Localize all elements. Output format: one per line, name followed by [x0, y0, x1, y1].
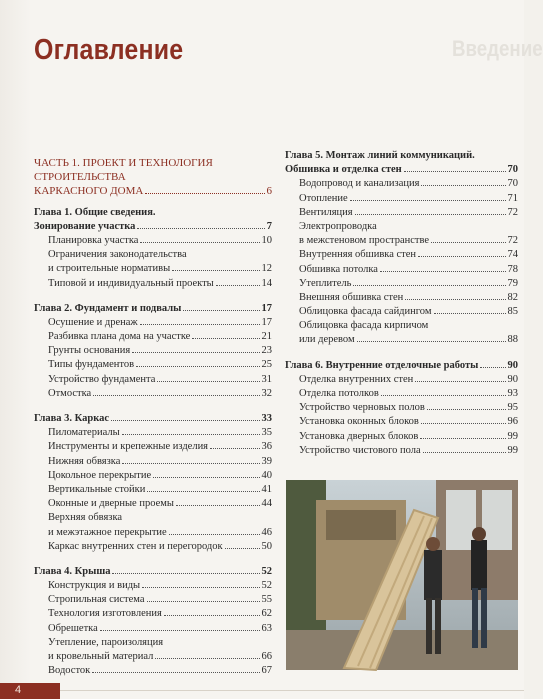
toc-entry-title: Обшивка и отделка стен	[285, 164, 402, 176]
toc-dot-leader	[183, 309, 259, 311]
toc-dot-leader	[132, 351, 259, 353]
toc-dot-leader	[164, 614, 260, 616]
toc-dot-leader	[421, 422, 506, 424]
toc-section-entry	[285, 401, 518, 415]
toc-page-number: 23	[261, 345, 272, 357]
toc-page-number: 46	[261, 526, 272, 538]
toc-entry-title: Отделка внутренних стен	[299, 373, 414, 385]
toc-dot-leader	[216, 284, 260, 286]
toc-spacer	[285, 348, 518, 359]
toc-entry-title: Устройство фундамента	[48, 373, 156, 385]
toc-dot-leader	[145, 192, 264, 194]
toc-section-entry	[285, 319, 518, 333]
toc-entry-title: Глава 6. Внутренние отделочные работы	[285, 359, 479, 371]
toc-entry-title: Глава 2. Фундамент и подвалы	[34, 302, 182, 314]
toc-section-entry	[34, 526, 272, 540]
toc-section-entry	[34, 622, 272, 636]
toc-page-number: 90	[507, 359, 518, 371]
toc-section-entry	[34, 426, 272, 440]
toc-page-number: 82	[507, 291, 518, 303]
toc-spacer	[34, 199, 272, 206]
toc-entry-title: Утеплитель	[299, 277, 352, 289]
toc-section-entry	[34, 650, 272, 664]
construction-photo	[286, 480, 518, 670]
page-number-area	[0, 683, 524, 699]
toc-section-entry	[285, 387, 518, 401]
toc-dot-leader	[404, 170, 506, 172]
toc-chapter-entry	[285, 149, 518, 163]
toc-section-entry	[34, 234, 272, 248]
toc-section-entry	[34, 330, 272, 344]
toc-page-number: 85	[507, 306, 518, 318]
toc-page-number: 70	[507, 164, 518, 176]
toc-section-entry	[285, 192, 518, 206]
toc-entry-title: СТРОИТЕЛЬСТВА	[34, 171, 126, 184]
toc-dot-leader	[136, 365, 259, 367]
page-number: 4	[15, 684, 22, 696]
toc-dot-leader	[172, 269, 259, 271]
toc-section-entry	[285, 430, 518, 444]
toc-page-number: 66	[261, 651, 272, 662]
toc-chapter-entry	[285, 359, 518, 373]
toc-page-number: 17	[261, 316, 272, 328]
toc-dot-leader	[176, 504, 260, 506]
wall-framing-illustration	[286, 480, 518, 670]
toc-entry-title: Технология изготовления	[48, 608, 162, 620]
toc-section-entry	[34, 540, 272, 554]
toc-dot-leader	[147, 490, 259, 492]
toc-dot-leader	[111, 419, 259, 421]
toc-entry-title: Планировка участка	[48, 234, 139, 246]
toc-dot-leader	[112, 572, 259, 574]
toc-entry-title: и кровельный материал	[48, 651, 154, 662]
toc-section-entry	[285, 277, 518, 291]
toc-page-number: 14	[261, 277, 272, 289]
toc-entry-title: Обрешетка	[48, 622, 98, 634]
toc-column-left	[34, 156, 272, 678]
toc-dot-leader	[431, 241, 505, 243]
toc-dot-leader	[350, 199, 506, 201]
toc-entry-title: Внутренняя обшивка стен	[299, 249, 417, 261]
toc-chapter-entry	[34, 565, 272, 579]
toc-dot-leader	[421, 184, 505, 186]
toc-entry-title: Водопровод и канализация	[299, 178, 420, 190]
toc-section-entry	[285, 177, 518, 191]
page-title: Оглавление	[34, 34, 184, 66]
toc-entry-title: Утепление, пароизоляция	[48, 636, 164, 648]
toc-page-number: 67	[261, 665, 272, 677]
toc-section-entry	[285, 333, 518, 347]
toc-page-number: 44	[261, 498, 272, 510]
toc-chapter-entry	[285, 163, 518, 177]
toc-dot-leader	[210, 447, 259, 449]
toc-page-number: 6	[266, 185, 272, 198]
toc-section-entry	[34, 483, 272, 497]
toc-chapter-entry	[34, 206, 272, 220]
toc-section-entry	[34, 248, 272, 262]
toc-chapter-entry	[34, 412, 272, 426]
toc-page-number: 25	[261, 359, 272, 371]
toc-section-entry	[34, 511, 272, 525]
toc-entry-title: Осушение и дренаж	[48, 316, 138, 328]
toc-section-entry	[285, 291, 518, 305]
toc-page-number: 35	[261, 427, 272, 439]
toc-entry-title: Ограничения законодательства	[48, 249, 187, 261]
toc-entry-title: Отопление	[299, 192, 348, 204]
toc-entry-title: Внешняя обшивка стен	[299, 291, 404, 303]
toc-section-entry	[34, 469, 272, 483]
toc-spacer	[34, 401, 272, 412]
toc-section-entry	[285, 305, 518, 319]
toc-dot-leader	[147, 600, 260, 602]
toc-entry-title: ЧАСТЬ 1. ПРОЕКТ И ТЕХНОЛОГИЯ	[34, 157, 213, 169]
toc-dot-leader	[427, 408, 506, 410]
toc-section-entry	[34, 387, 272, 401]
toc-entry-title: Пиломатериалы	[48, 427, 120, 439]
toc-section-entry	[34, 593, 272, 607]
toc-page-number: 78	[507, 263, 518, 275]
toc-dot-leader	[423, 451, 506, 453]
toc-entry-title: Верхняя обвязка	[48, 512, 123, 524]
toc-page-number: 12	[261, 263, 272, 275]
toc-section-entry	[285, 373, 518, 387]
toc-part-entry	[34, 170, 272, 184]
toc-dot-leader	[355, 213, 506, 215]
toc-entry-title: Электропроводка	[299, 220, 377, 232]
toc-dot-leader	[140, 241, 259, 243]
toc-section-entry	[34, 607, 272, 621]
toc-spacer	[34, 554, 272, 565]
toc-page-number: 55	[261, 594, 272, 606]
toc-dot-leader	[434, 312, 506, 314]
toc-entry-title: Грунты основания	[48, 345, 131, 357]
toc-entry-title: и межэтажное перекрытие	[48, 526, 167, 538]
toc-page-number: 32	[261, 387, 272, 399]
toc-section-entry	[285, 234, 518, 248]
toc-page-number: 96	[507, 416, 518, 428]
toc-section-entry	[34, 358, 272, 372]
toc-section-entry	[34, 316, 272, 330]
toc-section-entry	[285, 248, 518, 262]
toc-section-entry	[285, 206, 518, 220]
toc-entry-title: Облицовка фасада кирпичом	[299, 320, 429, 332]
toc-page-number: 39	[261, 455, 272, 467]
toc-entry-title: Вертикальные стойки	[48, 483, 146, 495]
toc-dot-leader	[169, 533, 260, 535]
toc-dot-leader	[192, 337, 259, 339]
toc-dot-leader	[380, 270, 506, 272]
toc-section-entry	[285, 263, 518, 277]
toc-dot-leader	[157, 380, 259, 382]
toc-page-number: 62	[261, 608, 272, 620]
toc-page-number: 52	[261, 565, 272, 577]
toc-entry-title: Отмостка	[48, 387, 92, 399]
toc-page-number: 41	[261, 483, 272, 495]
toc-dot-leader	[480, 366, 505, 368]
toc-page-number: 50	[261, 540, 272, 552]
toc-entry-title: Разбивка плана дома на участке	[48, 331, 191, 343]
toc-page-number: 36	[261, 441, 272, 453]
toc-dot-leader	[155, 657, 259, 659]
toc-entry-title: Зонирование участка	[34, 220, 136, 232]
toc-page-number: 21	[261, 331, 272, 343]
toc-entry-title: КАРКАСНОГО ДОМА	[34, 185, 144, 198]
toc-dot-leader	[122, 433, 260, 435]
toc-spacer	[34, 291, 272, 302]
toc-entry-title: Типовой и индивидуальный проекты	[48, 277, 214, 289]
toc-page-number: 31	[261, 373, 272, 385]
toc-entry-title: в межстеновом пространстве	[299, 235, 430, 247]
toc-section-entry	[34, 455, 272, 469]
toc-entry-title: и строительные нормативы	[48, 263, 171, 275]
toc-entry-title: Вентиляция	[299, 206, 353, 218]
toc-entry-title: или деревом	[299, 334, 355, 346]
toc-page-number: 70	[507, 178, 518, 190]
toc-chapter-entry	[34, 302, 272, 316]
toc-dot-leader	[92, 671, 259, 673]
toc-section-entry	[34, 373, 272, 387]
facing-page-title: Введение	[452, 36, 543, 61]
toc-page-number: 90	[507, 373, 518, 385]
toc-dot-leader	[93, 394, 259, 396]
toc-section-entry	[285, 444, 518, 458]
toc-dot-leader	[353, 284, 505, 286]
toc-page-number: 88	[507, 334, 518, 346]
toc-entry-title: Устройство черновых полов	[299, 402, 425, 414]
toc-page-number: 63	[261, 622, 272, 634]
toc-entry-title: Инструменты и крепежные изделия	[48, 441, 209, 453]
toc-dot-leader	[418, 255, 505, 257]
toc-dot-leader	[415, 380, 505, 382]
toc-page-number: 71	[507, 192, 518, 204]
toc-entry-title: Установка дверных блоков	[299, 430, 419, 442]
toc-page-number: 99	[507, 430, 518, 442]
toc-entry-title: Глава 4. Крыша	[34, 565, 111, 577]
toc-page-number: 10	[261, 234, 272, 246]
toc-section-entry	[34, 579, 272, 593]
toc-dot-leader	[122, 462, 259, 464]
toc-page-number: 33	[261, 413, 272, 424]
toc-entry-title: Облицовка фасада сайдингом	[299, 306, 432, 318]
toc-entry-title: Отделка потолков	[299, 388, 379, 399]
toc-entry-title: Водосток	[48, 665, 91, 677]
toc-page-number: 79	[507, 277, 518, 289]
toc-entry-title: Глава 3. Каркас	[34, 413, 110, 424]
toc-dot-leader	[357, 340, 506, 342]
toc-entry-title: Типы фундаментов	[48, 359, 135, 371]
toc-dot-leader	[381, 394, 506, 396]
toc-page-number: 95	[507, 402, 518, 414]
toc-dot-leader	[225, 547, 260, 549]
toc-dot-leader	[100, 629, 260, 631]
toc-section-entry	[34, 497, 272, 511]
toc-part-entry	[34, 156, 272, 170]
toc-dot-leader	[140, 323, 260, 325]
toc-page-number: 99	[507, 444, 518, 456]
toc-section-entry	[285, 220, 518, 234]
toc-entry-title: Устройство чистового пола	[299, 444, 421, 456]
toc-dot-leader	[142, 586, 259, 588]
toc-page-number: 93	[507, 388, 518, 399]
toc-entry-title: Оконные и дверные проемы	[48, 498, 174, 510]
toc-entry-title: Обшивка потолка	[299, 263, 378, 275]
toc-entry-title: Каркас внутренних стен и перегородок	[48, 540, 223, 552]
toc-entry-title: Конструкция и виды	[48, 580, 141, 592]
toc-dot-leader	[420, 437, 505, 439]
toc-page-number: 52	[261, 580, 272, 592]
toc-entry-title: Глава 1. Общие сведения.	[34, 206, 156, 218]
toc-page-number: 40	[261, 469, 272, 481]
toc-dot-leader	[405, 298, 505, 300]
toc-entry-title: Установка оконных блоков	[299, 416, 419, 428]
toc-page-number: 7	[266, 220, 272, 232]
toc-section-entry	[34, 262, 272, 276]
toc-page-number: 17	[261, 302, 272, 314]
toc-section-entry	[285, 415, 518, 429]
toc-dot-leader	[137, 227, 264, 229]
toc-dot-leader	[153, 476, 259, 478]
toc-page-number: 74	[507, 249, 518, 261]
toc-section-entry	[34, 277, 272, 291]
toc-part-entry	[34, 184, 272, 198]
toc-section-entry	[34, 636, 272, 650]
toc-section-entry	[34, 664, 272, 678]
toc-section-entry	[34, 344, 272, 358]
toc-page-number: 72	[507, 235, 518, 247]
toc-chapter-entry	[34, 220, 272, 234]
toc-entry-title: Стропильная система	[48, 594, 145, 606]
toc-page-number: 72	[507, 206, 518, 218]
toc-column-right	[285, 149, 518, 458]
toc-entry-title: Глава 5. Монтаж линий коммуникаций.	[285, 150, 475, 161]
toc-entry-title: Цокольное перекрытие	[48, 469, 152, 481]
toc-entry-title: Нижняя обвязка	[48, 455, 121, 467]
toc-section-entry	[34, 440, 272, 454]
